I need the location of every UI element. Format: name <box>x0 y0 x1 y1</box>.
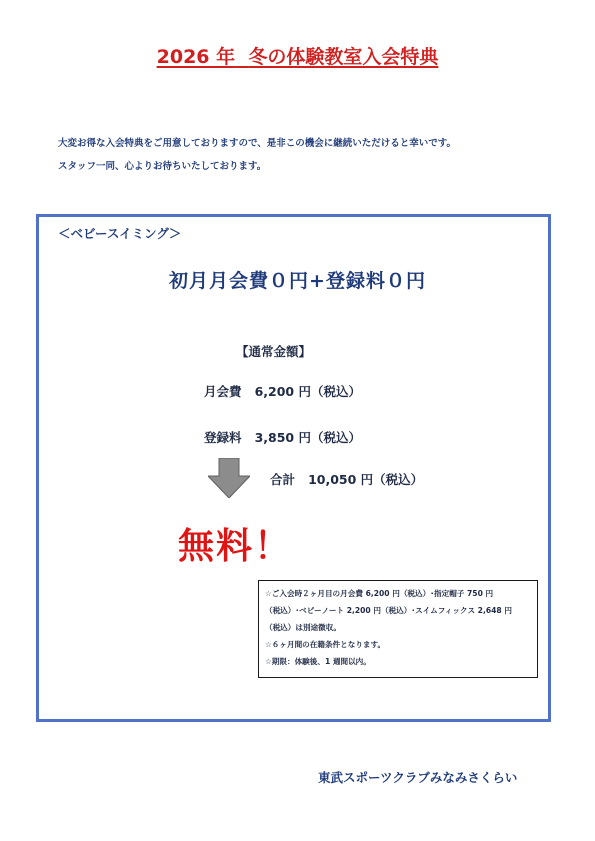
note-line-2: （税込）･ベビーノート 2,200 円（税込）･スイムフィックス 2,648 円 <box>265 606 512 615</box>
registration-fee-value: 3,850 円（税込） <box>254 430 361 445</box>
monthly-fee-gap <box>242 384 255 399</box>
down-arrow-icon <box>208 458 250 498</box>
note-line-4: ☆６ヶ月間の在籍条件となります。 <box>265 640 386 649</box>
registration-fee-label: 登録料 <box>204 430 242 445</box>
notes-box <box>258 580 538 678</box>
total-gap <box>295 472 308 487</box>
registration-fee-gap <box>242 430 255 445</box>
monthly-fee-value: 6,200 円（税込） <box>254 384 361 399</box>
registration-fee-row <box>204 428 361 446</box>
normal-price-heading: 【通常金額】 <box>236 344 312 359</box>
intro-line-2: スタッフ一同、心よりお待ちいたしております。 <box>58 161 267 172</box>
note-line-5: ☆期限：体験後、1 週間以内。 <box>265 657 371 666</box>
total-label: 合計 <box>270 472 296 487</box>
title-spacer <box>235 46 248 68</box>
total-value: 10,050 円（税込） <box>308 472 424 487</box>
intro-line-1: 大変お得な入会特典をご用意しておりますので、是非この機会に継続いただけると幸いです。 <box>58 138 457 149</box>
title-main: 冬の体験教室入会特典 <box>248 46 439 68</box>
title-year: 2026 年 <box>156 46 236 68</box>
course-name: ＜ベビースイミング＞ <box>58 226 182 241</box>
note-line-3: （税込）は別途徴収。 <box>265 623 341 632</box>
page-title <box>0 42 595 69</box>
intro-text <box>58 132 558 178</box>
monthly-fee-label: 月会費 <box>204 384 242 399</box>
offer-headline: 初月月会費０円+登録料０円 <box>169 270 426 292</box>
free-badge: 無料！ <box>178 526 293 567</box>
monthly-fee-row <box>204 382 361 400</box>
club-name: 東武スポーツクラブみなみさくらい <box>318 770 518 785</box>
note-line-1: ☆ご入会時２ヶ月目の月会費 6,200 円（税込）･指定帽子 750 円 <box>265 589 494 598</box>
total-row <box>270 470 423 488</box>
